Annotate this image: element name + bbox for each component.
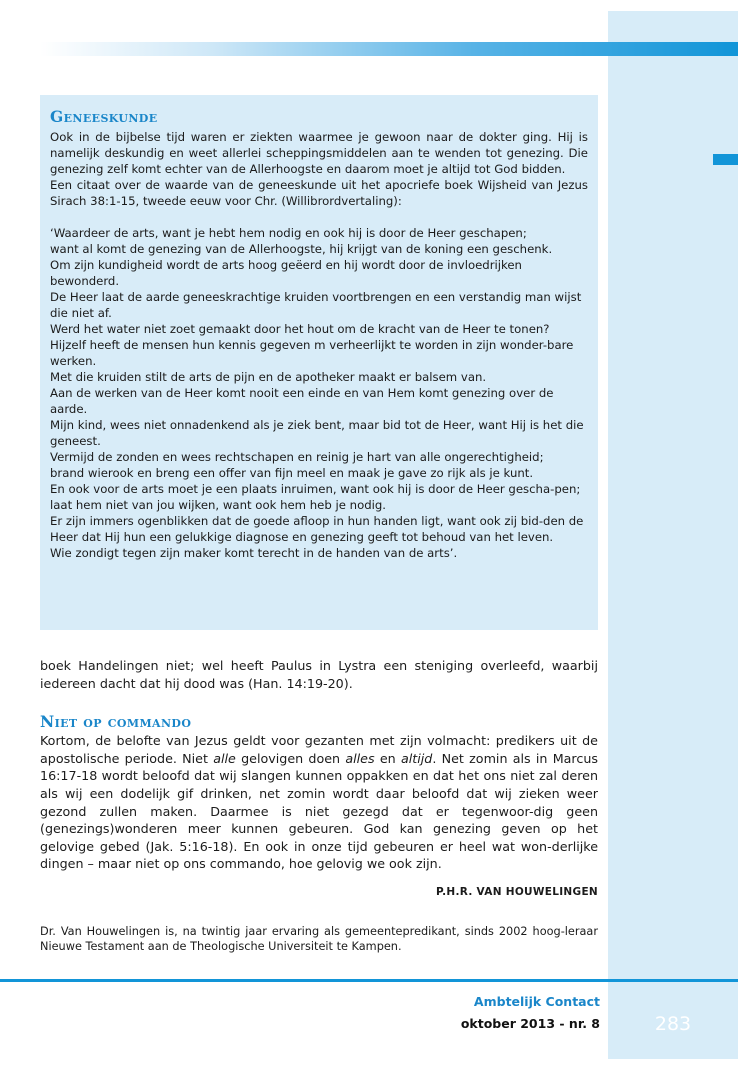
box-title: Geneeskunde [50,107,158,126]
text-run: Kortom, de belofte van Jezus geldt voor gezanten met zijn volmacht: predikers uit de apostolische periode. Niet [40,733,598,766]
body-paragraph-continuation: boek Handelingen niet; wel heeft Paulus in Lystra een steniging overleefd, waarbij iedereen dacht dat hij dood was (Han. 14:19-20). [40,658,598,691]
quote-line: Mijn kind, wees niet onnadenkend als je ziek bent, maar bid tot de Heer, want Hij is het die geneest. [50,418,584,448]
sidebar-box-geneeskunde [40,95,598,630]
quote-line: ‘Waardeer de arts, want je hebt hem nodig en ook hij is door de Heer geschapen; [50,226,527,240]
footer-divider [0,979,738,982]
quote-line: Er zijn immers ogenblikken dat de goede afloop in hun handen ligt, want ook zij bid-den de Heer dat Hij hun een gelukkige diagnose en genezing geeft tot behoud van het leven. [50,514,584,544]
quote-line: laat hem niet van jou wijken, want ook hem heb je nodig. [50,498,387,512]
emphasis-altijd: altijd [400,750,433,766]
quote-line: Wie zondigt tegen zijn maker komt terecht in de handen van de arts’. [50,546,458,560]
page-sidebar [608,11,738,1059]
quote-line: Om zijn kundigheid wordt de arts hoog geëerd en hij wordt door de invloedrijken bewonderd. [50,258,522,288]
article-body [40,657,598,899]
quote-line: Werd het water niet zoet gemaakt door het hout om de kracht van de Heer te tonen? [50,322,550,336]
emphasis-alle: alle [213,750,236,766]
page-number: 283 [654,1013,692,1035]
quote-line: En ook voor de arts moet je een plaats inruimen, want ook hij is door de Heer gescha-pen; [50,482,581,496]
quote-line: Vermijd de zonden en wees rechtschapen en reinig je hart van alle ongerechtigheid; [50,450,544,464]
header-gradient-band [40,42,738,56]
quote-line: brand wierook en breng een offer van fijn meel en maak je gave zo rijk als je kunt. [50,466,534,480]
emphasis-alles: alles [345,750,375,766]
sidebar-marker [713,154,738,165]
quote-line: Hijzelf heeft de mensen hun kennis gegeven m verheerlijkt te worden in zijn wonder-bare werken. [50,338,574,368]
author-name: P.H.R. VAN HOUWELINGEN [436,885,598,898]
quote-line: Aan de werken van de Heer komt nooit een einde en van Hem komt genezing over de aarde. [50,386,554,416]
text-run: en [374,750,401,766]
quote-line: De Heer laat de aarde geneeskrachtige kruiden voortbrengen en een verstandig man wijst die niet af. [50,290,582,320]
quote-line: Met die kruiden stilt de arts de pijn en de apotheker maakt er balsem van. [50,370,487,384]
journal-name: Ambtelijk Contact [473,994,600,1009]
box-intro: Ook in de bijbelse tijd waren er ziekten waarmee je gewoon naar de dokter ging. Hij is namelijk deskundig en weet allerlei scheppingsmiddelen aan te wenden tot genezing. Die genezing zelf komt echter van de Allerhoogste en daarom moet je altijd tot God bidden. [50,130,588,176]
text-run: . Net zomin als in Marcus 16:17-18 wordt beloofd dat wij slangen kunnen oppakken en dat het ons niet zal deren als wij een dodelijk gif drinken, net zomin wordt daar beloofd dat wij zieken weer gezond zullen maken. Daarmee is niet gezegd dat er tegenwoor-dig geen (genezings)wonderen meer kunnen gebeuren. God kan genezing geven op het gelovige gebed (Jak. 5:16-18). En ook in onze tijd gebeuren er heel wat won-derlijke dingen – maar niet op ons commando, hoe gelovig we ook zijn. [40,750,598,872]
box-quote [50,225,588,561]
body-paragraph [40,732,598,873]
author-bio: Dr. Van Houwelingen is, na twintig jaar ervaring als gemeentepredikant, sinds 2002 hoog-leraar Nieuwe Testament aan de Theologische Universiteit te Kampen. [40,925,598,953]
section-title: Niet op commando [40,712,192,732]
quote-line: want al komt de genezing van de Allerhoogste, hij krijgt van de koning een geschenk. [50,242,553,256]
issue-info: oktober 2013 - nr. 8 [460,1016,600,1031]
box-citation-intro: Een citaat over de waarde van de geneeskunde uit het apocriefe boek Wijsheid van Jezus Sirach 38:1-15, tweede eeuw voor Chr. (Willibrordvertaling): [50,178,588,208]
text-run: gelovigen doen [235,750,346,766]
